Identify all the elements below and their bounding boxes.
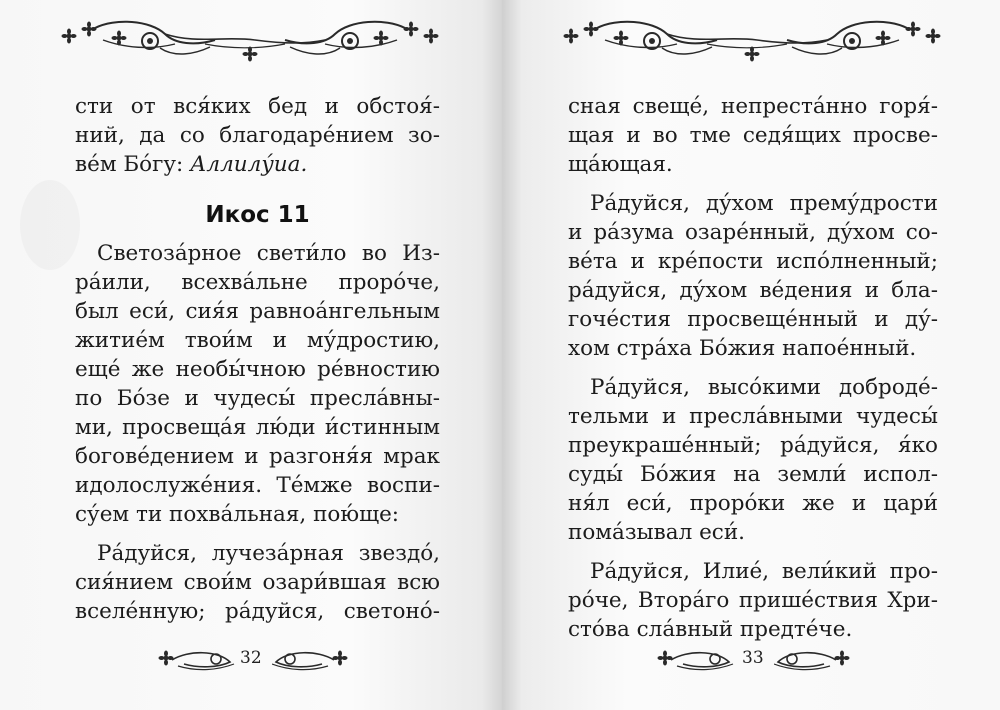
text-line: идолослуже́ния. Те́мже воспи- (75, 473, 440, 498)
text-line: Ра́дуйся, высо́кими доброде́- (590, 375, 938, 400)
text-line: вселе́нную; ра́дуйся, светоно́- (75, 599, 440, 624)
page-stain (20, 180, 80, 270)
text-line: ра́или, всехва́льне проро́че, (75, 270, 440, 295)
text-line: был еси́, сия́я равноа́нгельным (75, 299, 440, 324)
text-line: ня́л еси́, проро́ки же и цари́ (568, 491, 938, 516)
ikos-heading: Икос 11 (205, 202, 310, 228)
text-line: сто́ва сла́вный предте́че. (568, 617, 853, 642)
text-line: пома́зывал еси́. (568, 520, 745, 545)
text-line: по Бо́зе и чудесы́ пресла́вны- (75, 386, 440, 411)
alleluia-text: Аллилу́иа. (190, 152, 308, 177)
header-ornament-right (552, 14, 952, 64)
footer-ornament-left-b (272, 646, 352, 674)
text-line: ве́та и кре́пости испо́лненный; (568, 249, 938, 274)
text-line: сти от вся́ких бед и обстоя́- (75, 94, 440, 119)
text-line: сия́нием свои́м озари́вшая всю (75, 570, 440, 595)
text-line: ра́дуйся, ду́хом ве́дения и бла- (568, 278, 938, 303)
text-line: тельми и пресла́вными чудесы́ (568, 404, 938, 429)
text-line: ро́че, Втора́го прише́ствия Хри- (568, 588, 938, 613)
right-page (502, 0, 1000, 710)
text-line: су́ем ти похва́льная, пою́ще: (75, 502, 400, 527)
text-line: богове́дением и разгоня́я мрак (75, 444, 440, 469)
left-text-block (75, 92, 440, 626)
footer-ornament-left-a (158, 646, 238, 674)
text-line: ща́ющая. (568, 152, 673, 177)
header-ornament-left (50, 14, 450, 64)
text-line: Ра́дуйся, Илие́, вели́кий про- (590, 559, 938, 584)
text-line: хом стра́ха Бо́жия напое́нный. (568, 336, 917, 361)
text-line-with-alleluia (75, 150, 440, 179)
text-line: преукраше́нный; ра́дуйся, я́ко (568, 433, 938, 458)
text-line: и ра́зума озаре́нный, ду́хом со- (568, 220, 938, 245)
footer-ornament-right-a (657, 646, 737, 674)
text-line-prefix: ве́м Бо́гу: (75, 152, 191, 177)
text-line: ми, просвеща́я лю́ди и́стинным (75, 415, 440, 440)
text-line: Ра́дуйся, ду́хом прему́дрости (590, 191, 938, 216)
text-line: житие́м твои́м и му́дростию, (75, 328, 440, 353)
right-text-block (568, 92, 938, 644)
text-line: сная свеще́, непреста́нно горя́- (568, 94, 938, 119)
text-line: Светоза́рное свети́ло во Из- (97, 241, 440, 266)
text-line: щая и во тме седя́щих просве- (568, 123, 938, 148)
page-number: 32 (240, 648, 262, 668)
text-line: ний, да со благодаре́нием зо- (75, 123, 440, 148)
text-line: еще́ же необы́чною ре́вностию (75, 357, 440, 382)
page-number: 33 (742, 648, 764, 668)
text-line: гоче́стия просвеще́нный и ду́- (568, 307, 938, 332)
text-line: суды́ Бо́жия на земли́ испол- (568, 462, 938, 487)
footer-ornament-right-b (774, 646, 854, 674)
text-line: Ра́дуйся, лучеза́рная звездо́, (97, 541, 440, 566)
